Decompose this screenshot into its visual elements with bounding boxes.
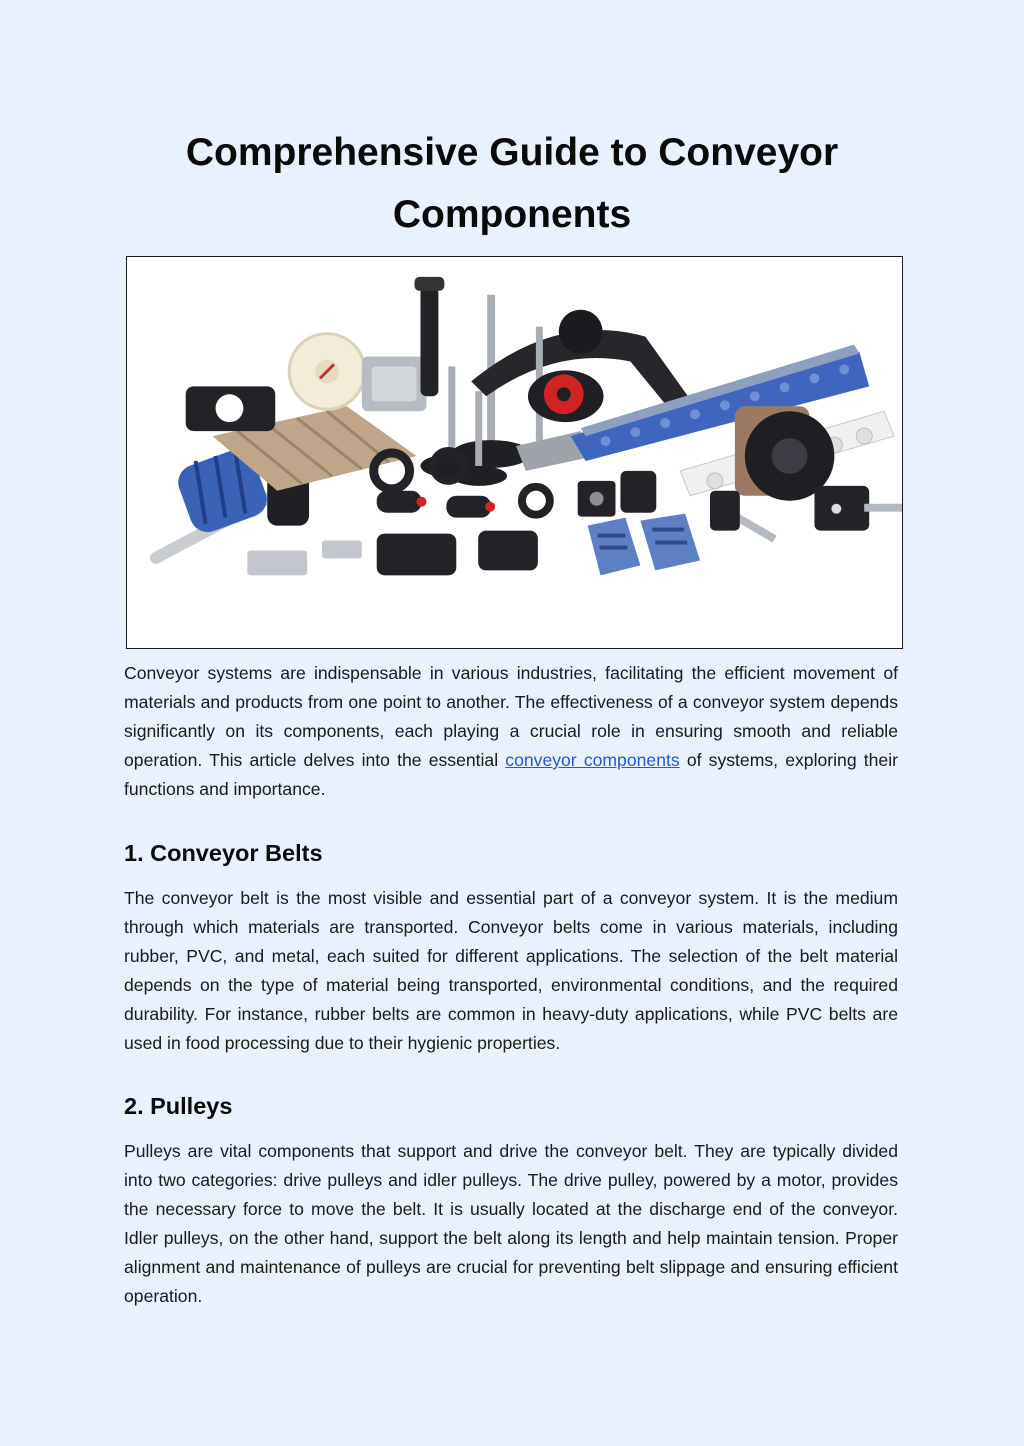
section-heading-conveyor-belts: 1. Conveyor Belts [124,840,323,866]
sprocket-part [289,334,365,410]
section-heading-pulleys: 2. Pulleys [124,1093,233,1119]
intro-text-after-link: of systems, exploring their functions and importance. [124,750,898,799]
section-body-pulleys: Pulleys are vital components that support and drive the conveyor belt. They are typically divided into two categories: drive pulleys and idler pulleys. The drive pulley, powered by a motor, provides the necessary force to move the belt. It is usually located at the discharge end of the conveyor. Idler pulleys, on the other hand, support the belt along its length and help maintain tension. Proper alignment and maintenance of pulleys are crucial for preventing belt slippage and ensuring efficient operation. [124,1141,898,1306]
steel-bracket-part [362,356,427,411]
page-title: Comprehensive Guide to Conveyor Components [185,131,839,236]
conveyor-components-photo [126,256,903,649]
intro-paragraph [124,659,898,804]
section-body-conveyor-belts: The conveyor belt is the most visible and essential part of a conveyor system. It is the medium through which materials are transported. Conveyor belts come in various materials, including rubber, PVC, and metal, each suited for different applications. The selection of the belt material depends on the type of material being transported, environmental conditions, and the required durability. For instance, rubber belts are common in heavy-duty applications, while PVC belts are used in food processing due to their hygienic properties. [124,888,898,1053]
handle-knob-part-2 [446,496,495,518]
pipe-clamp-part [186,386,276,431]
intro-text-before-link: Conveyor systems are indispensable in various industries, facilitating the efficient movement of materials and products from one point to another. The effectiveness of a conveyor system depends significantly on its components, each playing a crucial role in ensuring smooth and reliable operation. This article delves into the essential [124,663,898,770]
conveyor-components-link[interactable]: conveyor components [505,750,680,770]
